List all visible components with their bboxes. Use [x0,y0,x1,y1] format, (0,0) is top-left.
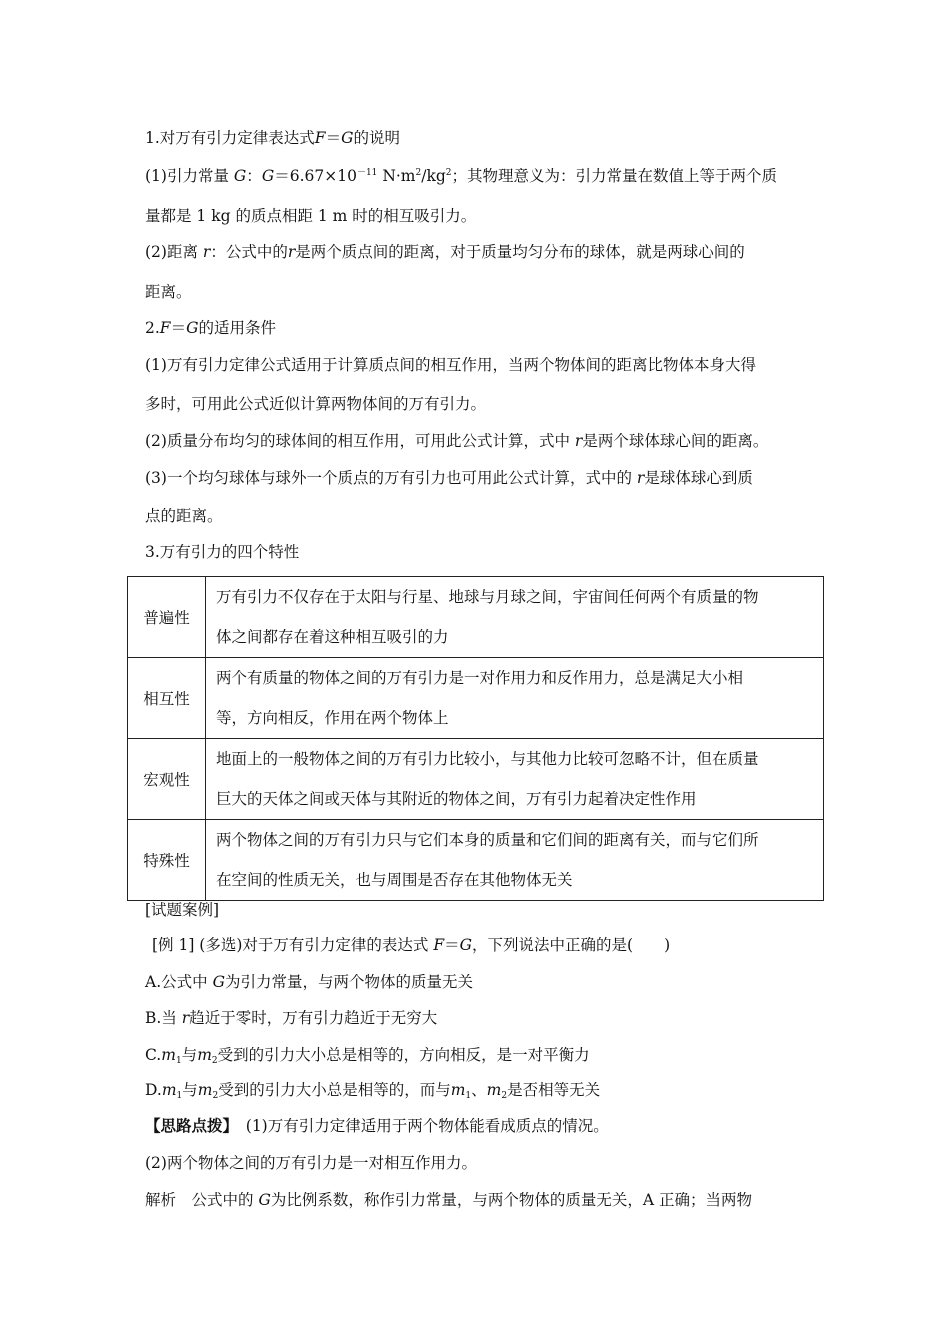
example-label: [试题案例] [145,901,220,919]
feature-description: 两个物体之间的万有引力只与它们本身的质量和它们间的距离有关，而与它们所 在空间的性质无关，也与周围是否存在其他物体无关 [206,820,824,901]
option-d: $D.m_1$与$m_2$受到的引力大小总是相等的，而与$m_1$、$m_2$是否相等无关 [145,1081,601,1101]
section2-heading: 2.F＝G的适用条件 [145,319,276,337]
hint-label: 【思路点拨】 [145,1116,231,1135]
features-table [127,576,824,901]
table-row [128,577,824,658]
option-c: $C.m_1$与$m_2$受到的引力大小总是相等的，方向相反，是一对平衡力 [145,1046,590,1066]
feature-name: 普遍性 [128,577,206,658]
hint-line1: 【思路点拨】 (1)万有引力定律适用于两个物体能看成质点的情况。 [145,1116,609,1135]
table-row [128,739,824,820]
feature-description: 万有引力不仅存在于太阳与行星、地球与月球之间，宇宙间任何两个有质量的物 体之间都存在着这种相互吸引的力 [206,577,824,658]
section1-para2-line1: (2)距离 r：公式中的r是两个质点间的距离，对于质量均匀分布的球体，就是两球心间的 [145,243,745,261]
solution-label: 解析 [145,1191,177,1209]
section2-para3-line1: (3)一个均匀球体与球外一个质点的万有引力也可用此公式计算，式中的 r是球体球心到质 [145,469,753,487]
section3-heading: 3.万有引力的四个特性 [145,543,300,561]
section1-heading: 1.对万有引力定律表达式F＝G的说明 [145,129,400,147]
table-row [128,658,824,739]
section1-para1-line2: 量都是 1 kg 的质点相距 1 m 时的相互吸引力。 [145,207,477,225]
section2-para1-line2: 多时，可用此公式近似计算两物体间的万有引力。 [145,395,487,413]
feature-name: 相互性 [128,658,206,739]
option-a: A.公式中 G为引力常量，与两个物体的质量无关 [145,973,473,991]
hint-line2: (2)两个物体之间的万有引力是一对相互作用力。 [145,1154,477,1172]
section2-para2: (2)质量分布均匀的球体间的相互作用，可用此公式计算，式中 r是两个球体球心间的距离。 [145,432,769,450]
feature-description: 地面上的一般物体之间的万有引力比较小，与其他力比较可忽略不计，但在质量 巨大的天体之间或天体与其附近的物体之间，万有引力起着决定性作用 [206,739,824,820]
example-question: [例 1] (多选)对于万有引力定律的表达式 F＝G，下列说法中正确的是( ) [152,936,671,954]
table-row [128,820,824,901]
section1-para1-line1: (1)引力常量 G：$G=6.67\times 10^{-11}$ $N\cdot m^2/kg^2$；其物理意义为：引力常量在数值上等于两个质 [145,167,778,185]
feature-description: 两个有质量的物体之间的万有引力是一对作用力和反作用力，总是满足大小相 等，方向相反，作用在两个物体上 [206,658,824,739]
section1-para2-line2: 距离。 [145,283,192,301]
section2-para3-line2: 点的距离。 [145,507,223,525]
section2-para1-line1: (1)万有引力定律公式适用于计算质点间的相互作用，当两个物体间的距离比物体本身大得 [145,356,756,374]
solution-line: 解析 公式中的 G为比例系数，称作引力常量，与两个物体的质量无关，A 正确；当两物 [145,1191,752,1209]
option-b: B.当 r趋近于零时，万有引力趋近于无穷大 [145,1009,438,1027]
feature-name: 特殊性 [128,820,206,901]
feature-name: 宏观性 [128,739,206,820]
